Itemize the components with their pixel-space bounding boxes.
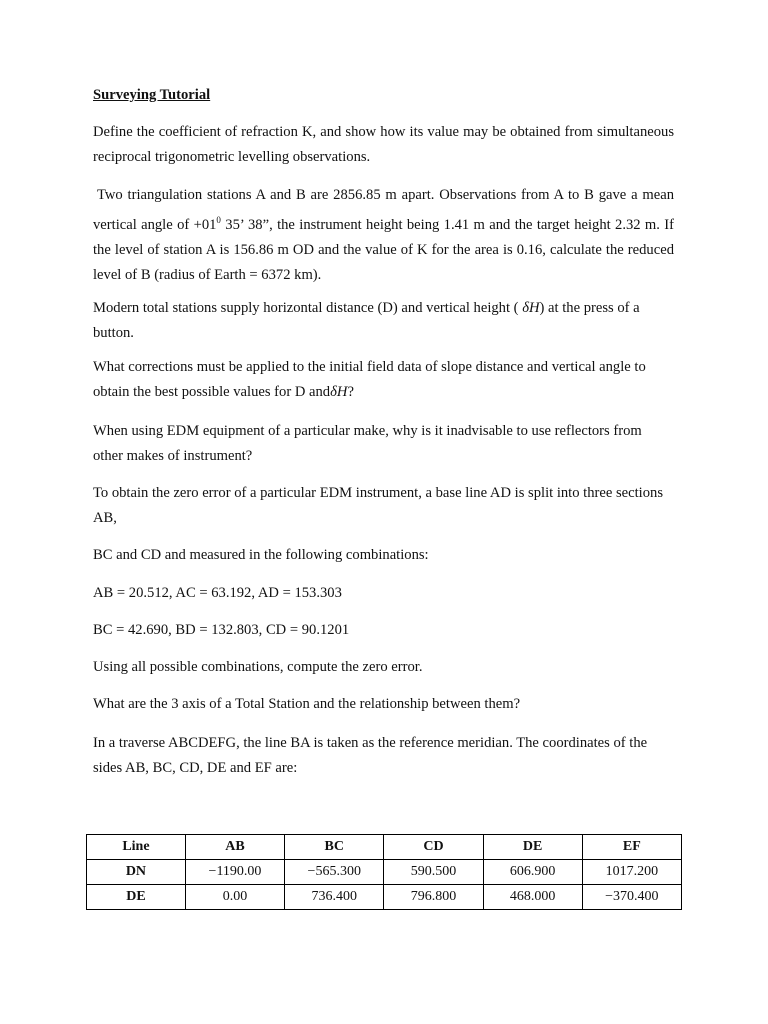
paragraph-text: When using EDM equipment of a particular make, why is it inadvisable to use reflectors from other makes of instrument? <box>93 423 642 464</box>
paragraph-measurements-1 <box>93 581 674 606</box>
table-cell: −370.400 <box>582 885 681 910</box>
coordinates-table <box>86 834 682 910</box>
table-header-row <box>87 835 682 860</box>
table-cell: 590.500 <box>384 860 483 885</box>
paragraph-text: BC = 42.690, BD = 132.803, CD = 90.1201 <box>93 622 350 638</box>
table-row <box>87 860 682 885</box>
table-row <box>87 885 682 910</box>
table-cell: 606.900 <box>483 860 582 885</box>
table-cell: 468.000 <box>483 885 582 910</box>
page-title: Surveying Tutorial <box>93 87 211 103</box>
paragraph-traverse <box>93 731 674 781</box>
paragraph-text: ) at the press of a button. <box>93 300 640 341</box>
paragraph-text: Two triangulation stations A and B are 2856.85 m apart. Observations from A to B gave a mean vertical angle of +01 <box>93 187 674 233</box>
table-cell: −565.300 <box>285 860 384 885</box>
paragraph-text: Using all possible combinations, compute the zero error. <box>93 659 423 675</box>
paragraph-text: AB = 20.512, AC = 63.192, AD = 153.303 <box>93 585 342 601</box>
degree-superscript: 0 <box>216 215 221 225</box>
table-cell: −1190.00 <box>185 860 284 885</box>
table-header-cell: EF <box>582 835 681 860</box>
delta-h-symbol: δH <box>330 384 348 400</box>
delta-h-symbol: δH <box>522 300 540 316</box>
paragraph-text: Define the coefficient of refraction K, and show how its value may be obtained from simultaneous reciprocal trigonometric levelling observations. <box>93 124 674 165</box>
table-row-header: DE <box>87 885 186 910</box>
table-cell: 0.00 <box>185 885 284 910</box>
table-header-cell: BC <box>285 835 384 860</box>
paragraph-total-station-axes <box>93 692 674 717</box>
paragraph-zero-error-intro <box>93 481 674 531</box>
paragraph-triangulation <box>93 183 674 288</box>
paragraph-total-stations <box>93 296 674 346</box>
paragraph-text: BC and CD and measured in the following combinations: <box>93 547 429 563</box>
table-header-cell: CD <box>384 835 483 860</box>
paragraph-edm-reflectors <box>93 419 674 469</box>
paragraph-text: Modern total stations supply horizontal distance (D) and vertical height ( <box>93 300 523 316</box>
table-header-cell: AB <box>185 835 284 860</box>
table-header-cell: Line <box>87 835 186 860</box>
paragraph-combinations <box>93 543 674 568</box>
paragraph-text: 35’ 38”, the instrument height being 1.41 m and the target height 2.32 m. If the level of station A is 156.86 m OD and the value of K for the area is 0.16, calculate the reduced level of B (radius of Earth = 6372 km). <box>93 216 674 283</box>
table-cell: 736.400 <box>285 885 384 910</box>
table-header-cell: DE <box>483 835 582 860</box>
paragraph-text: ? <box>347 384 354 400</box>
paragraph-corrections <box>93 355 674 405</box>
paragraph-text: To obtain the zero error of a particular EDM instrument, a base line AD is split into three sections AB, <box>93 485 664 526</box>
table-cell: 1017.200 <box>582 860 681 885</box>
table-cell: 796.800 <box>384 885 483 910</box>
paragraph-text: In a traverse ABCDEFG, the line BA is taken as the reference meridian. The coordinates of the sides AB, BC, CD, DE and EF are: <box>93 735 648 776</box>
paragraph-measurements-2 <box>93 618 674 643</box>
paragraph-text: What are the 3 axis of a Total Station and the relationship between them? <box>93 696 521 712</box>
table-row-header: DN <box>87 860 186 885</box>
paragraph-compute-zero-error <box>93 655 674 680</box>
paragraph-refraction <box>93 120 674 170</box>
paragraph-text: What corrections must be applied to the initial field data of slope distance and vertical angle to obtain the best possible values for D and <box>93 359 646 400</box>
